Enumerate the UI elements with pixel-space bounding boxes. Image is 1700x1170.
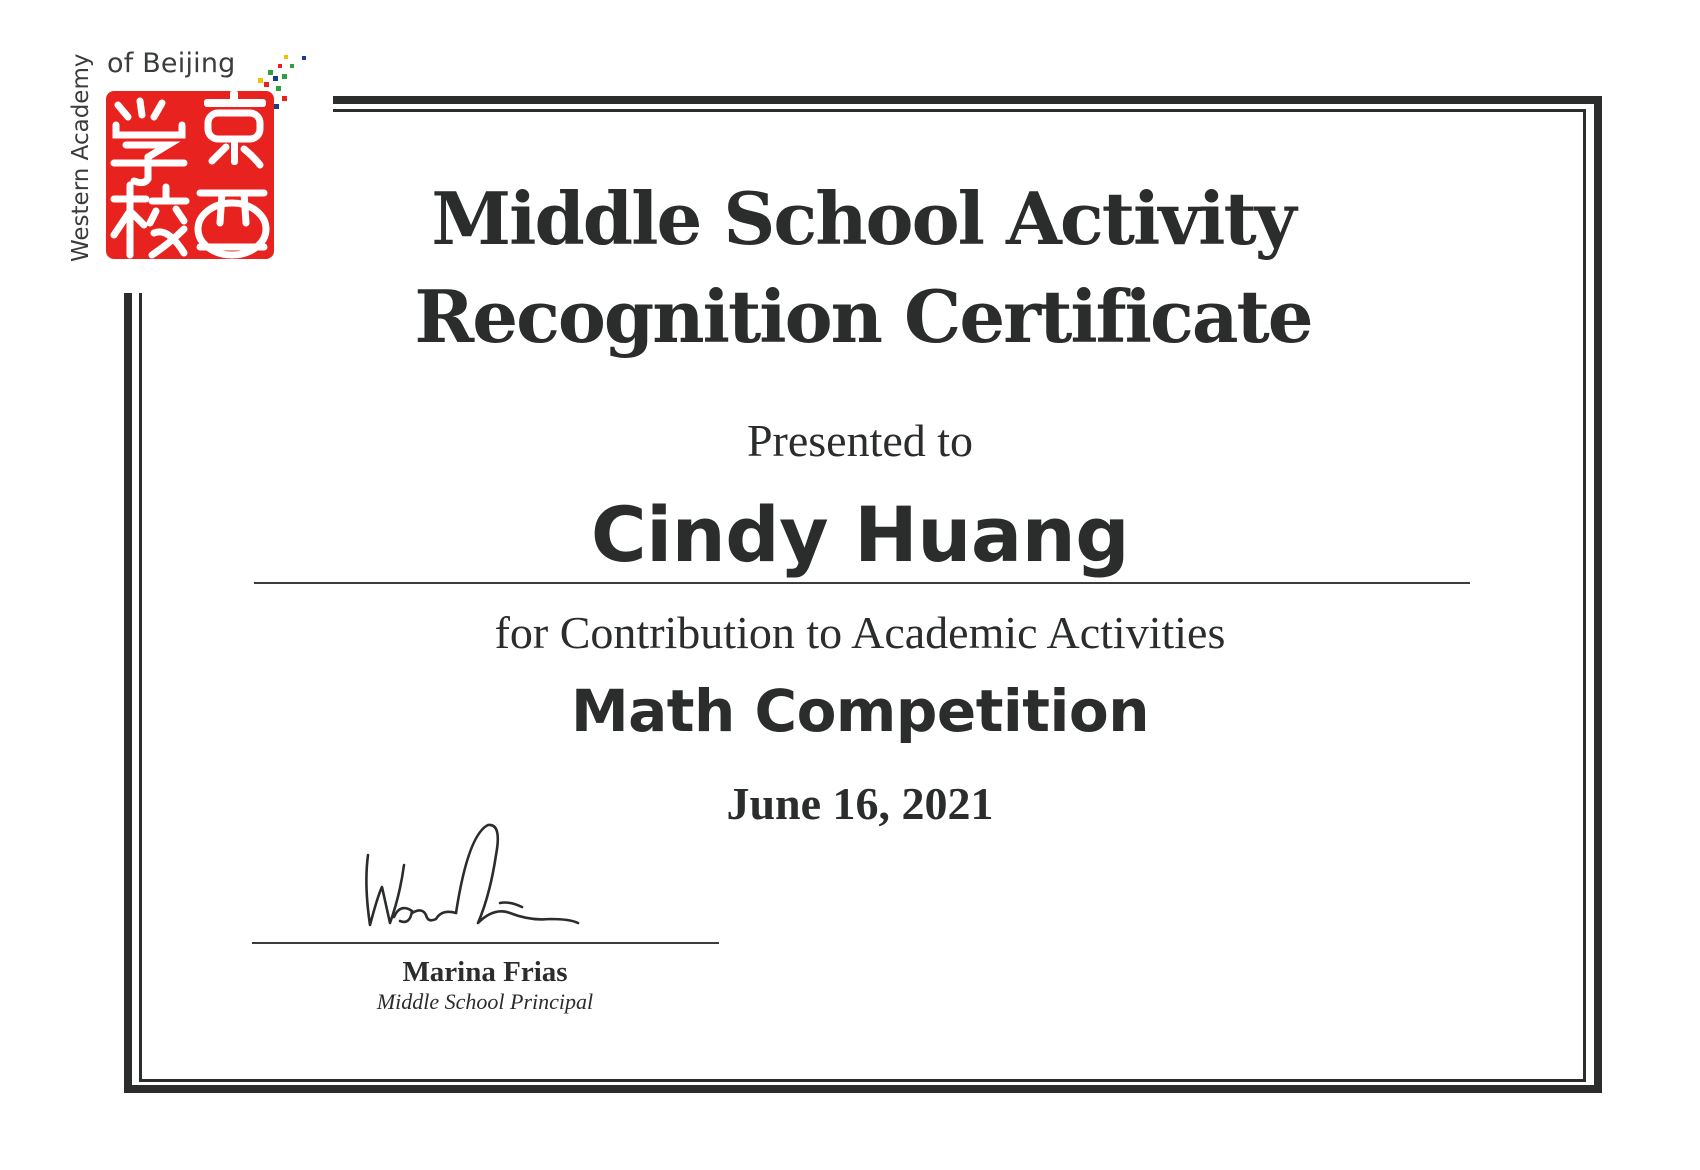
frame-border-left-outer	[124, 293, 132, 1093]
signer-title: Middle School Principal	[376, 989, 594, 1014]
logo-text-of-beijing: of Beijing	[107, 48, 236, 79]
logo-text-western-academy: Western Academy	[68, 53, 94, 262]
award-date: June 16, 2021	[726, 778, 994, 829]
frame-border-right-inner	[1583, 109, 1586, 1082]
frame-border-top-inner	[333, 109, 1586, 112]
principal-signature-icon	[360, 795, 630, 935]
frame-border-left-inner	[139, 293, 142, 1082]
activity-name: Math Competition	[570, 677, 1150, 745]
recipient-underline	[254, 582, 1470, 584]
frame-border-right-outer	[1594, 96, 1602, 1093]
frame-border-bottom-outer	[124, 1085, 1602, 1093]
title-line-1: Middle School Activity	[431, 176, 1295, 261]
frame-border-bottom-inner	[139, 1079, 1586, 1082]
recipient-name: Cindy Huang	[590, 490, 1130, 579]
frame-border-top-outer	[333, 96, 1602, 104]
signature-line	[252, 942, 719, 944]
certificate-title	[333, 170, 1393, 366]
signer-name: Marina Frias	[402, 956, 568, 988]
presented-to-label: Presented to	[746, 415, 974, 466]
logo-pixel-dots-icon	[240, 52, 320, 122]
award-reason: for Contribution to Academic Activities	[494, 607, 1226, 658]
title-line-2: Recognition Certificate	[414, 274, 1312, 359]
